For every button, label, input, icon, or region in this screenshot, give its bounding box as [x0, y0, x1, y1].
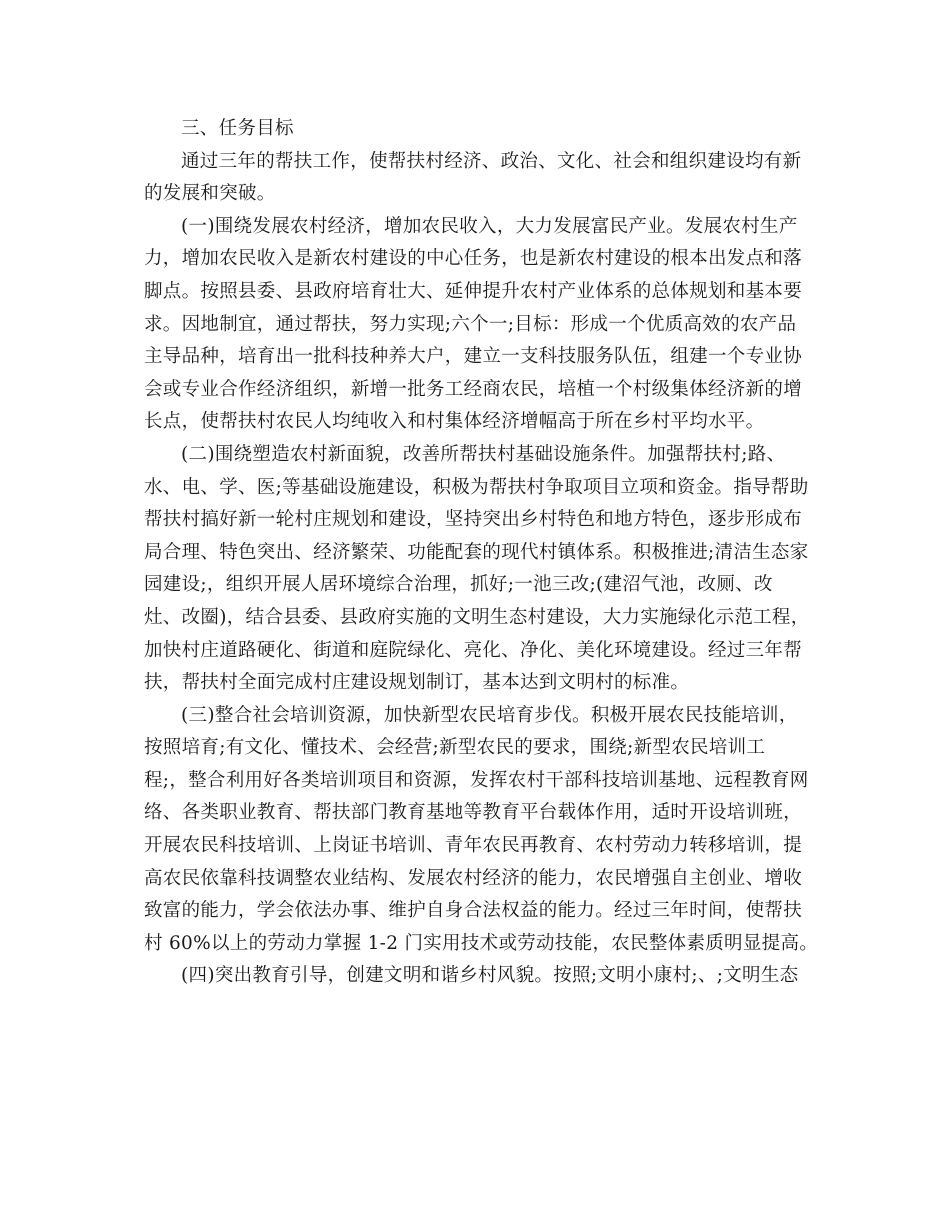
text-line: (四)突出教育引导，创建文明和谐乡村风貌。按照;文明小康村;、;文明生态	[181, 965, 799, 987]
text-line: 脚点。按照县委、县政府培育壮大、延伸提升农村产业体系的总体规划和基本要	[144, 280, 803, 302]
paragraph-item-4	[144, 960, 806, 993]
text-line: 通过三年的帮扶工作，使帮扶村经济、政治、文化、社会和组织建设均有新	[181, 150, 802, 172]
text-line: 长点，使帮扶村农民人均纯收入和村集体经济增幅高于所在乡村平均水平。	[144, 411, 765, 433]
text-line: 络、各类职业教育、帮扶部门教育基地等教育平台载体作用，适时开设培训班，	[144, 802, 803, 824]
section-heading: 三、任务目标	[181, 118, 294, 139]
paragraph-intro	[144, 146, 806, 211]
text-line: 致富的能力，学会依法办事、维护自身合法权益的能力。经过三年时间，使帮扶	[144, 900, 803, 922]
text-line: 求。因地制宜，通过帮扶，努力实现;六个一;目标：形成一个优质高效的农产品	[144, 313, 797, 335]
paragraph-item-2	[144, 439, 810, 700]
text-line: 帮扶村搞好新一轮村庄规划和建设，坚持突出乡村特色和地方特色，逐步形成布	[144, 509, 803, 531]
text-line: 主导品种，培育出一批科技种养大户，建立一支科技服务队伍，组建一个专业协	[144, 346, 803, 368]
text-line: 高农民依靠科技调整农业结构、发展农村经济的能力，农民增强自主创业、增收	[144, 867, 803, 889]
paragraph-item-3	[144, 700, 819, 961]
text-line: 村 60%以上的劳动力掌握 1-2 门实用技术或劳动技能，农民整体素质明显提高。	[144, 932, 819, 954]
text-line: 力，增加农民收入是新农村建设的中心任务，也是新农村建设的根本出发点和落	[144, 248, 803, 270]
text-line: 园建设;，组织开展人居环境综合治理，抓好;一池三改;(建沼气池，改厕、改	[144, 574, 773, 596]
text-line: (一)围绕发展农村经济，增加农民收入，大力发展富民产业。发展农村生产	[181, 215, 798, 237]
text-line: (三)整合社会培训资源，加快新型农民培育步伐。积极开展农民技能培训，	[181, 704, 798, 726]
text-line: 水、电、学、医;等基础设施建设，积极为帮扶村争取项目立项和资金。指导帮助	[144, 476, 809, 498]
paragraph-item-1	[144, 211, 806, 439]
text-line: 加快村庄道路硬化、街道和庭院绿化、亮化、净化、美化环境建设。经过三年帮	[144, 639, 803, 661]
text-line: 开展农民科技培训、上岗证书培训、青年农民再教育、农村劳动力转移培训，提	[144, 835, 803, 857]
document-page	[144, 113, 819, 993]
text-line: 扶，帮扶村全面完成村庄建设规划制订，基本达到文明村的标准。	[144, 672, 690, 694]
text-line: 按照培育;有文化、懂技术、会经营;新型农民的要求，围绕;新型农民培训工	[144, 737, 766, 759]
text-line: 程;，整合利用好各类培训项目和资源，发挥农村干部科技培训基地、远程教育网	[144, 769, 809, 791]
text-line: 灶、改圈)，结合县委、县政府实施的文明生态村建设，大力实施绿化示范工程，	[144, 606, 810, 628]
text-line: 会或专业合作经济组织，新增一批务工经商农民，培植一个村级集体经济新的增	[144, 378, 803, 400]
text-line: 局合理、特色突出、经济繁荣、功能配套的现代村镇体系。积极推进;清洁生态家	[144, 541, 809, 563]
text-line: (二)围绕塑造农村新面貌，改善所帮扶村基础设施条件。加强帮扶村;路、	[181, 443, 786, 465]
text-line: 的发展和突破。	[144, 183, 276, 205]
